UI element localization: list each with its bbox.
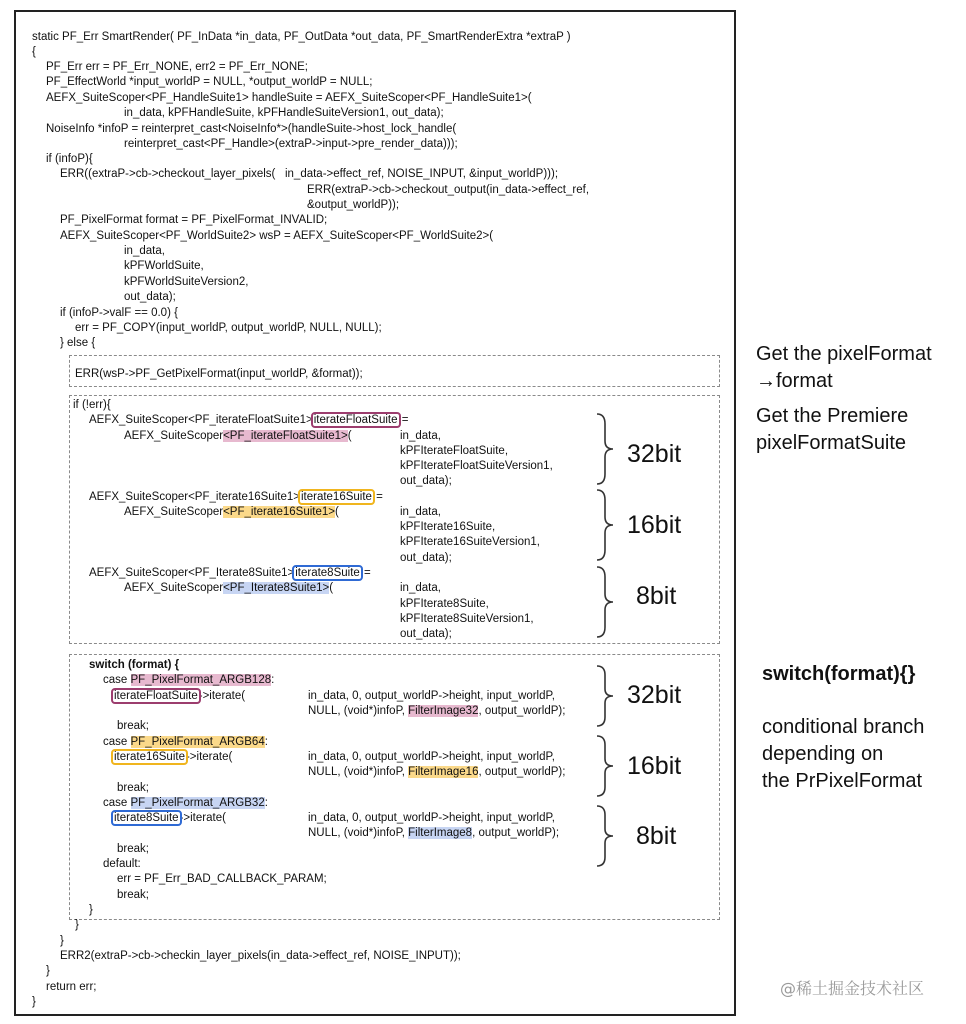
brace-32bit-case bbox=[594, 664, 616, 728]
iterate-float-suite-call: iterateFloatSuite bbox=[114, 690, 198, 702]
code-line bbox=[113, 750, 232, 764]
code-line: break; bbox=[117, 843, 149, 855]
iterate-8-suite-var: iterate8Suite bbox=[295, 567, 360, 579]
code-line: out_data); bbox=[400, 475, 452, 487]
code-line: PF_PixelFormat format = PF_PixelFormat_INVALID; bbox=[60, 214, 328, 226]
code-line: out_data); bbox=[400, 552, 452, 564]
code-line: } bbox=[46, 965, 50, 977]
code-line: AEFX_SuiteScoper<PF_WorldSuite2> wsP = AEFX_SuiteScoper<PF_WorldSuite2>( bbox=[60, 230, 494, 242]
code-text: AEFX_SuiteScoper<PF_Iterate8Suite1> bbox=[89, 567, 295, 579]
code-line: in_data, bbox=[400, 582, 441, 594]
iterate-float-suite-var: iterateFloatSuite bbox=[313, 414, 398, 426]
code-line: in_data, 0, output_worldP->height, input_worldP, bbox=[308, 812, 555, 824]
code-text: ( bbox=[329, 582, 334, 594]
code-text: case bbox=[103, 797, 131, 809]
code-line: } bbox=[75, 919, 79, 931]
code-line: in_data, bbox=[400, 430, 441, 442]
brace-16bit-suite bbox=[594, 488, 616, 562]
note-get-premiere-suite bbox=[756, 403, 908, 457]
code-line bbox=[124, 505, 339, 519]
iterate-16-suite-call: iterate16Suite bbox=[114, 751, 185, 763]
code-line: ERR(extraP->cb->checkout_output(in_data->effect_ref, bbox=[307, 184, 590, 196]
brace-32bit-suite bbox=[594, 412, 616, 486]
filter-image-8: FilterImage8 bbox=[408, 827, 473, 839]
note-line: the PrPixelFormat bbox=[762, 770, 923, 792]
argb32-case: PF_PixelFormat_ARGB32 bbox=[130, 797, 265, 809]
code-line: kPFIterate16Suite, bbox=[400, 521, 496, 533]
label-8bit-case: 8bit bbox=[636, 822, 677, 850]
code-line bbox=[89, 413, 408, 427]
code-line bbox=[113, 689, 245, 703]
note-line: →format bbox=[756, 370, 833, 392]
brace-16bit-case bbox=[594, 734, 616, 798]
watermark: @稀土掘金技术社区 bbox=[780, 979, 925, 998]
note-line: Get the pixelFormat bbox=[756, 343, 932, 365]
code-text: : bbox=[264, 736, 268, 748]
code-line: default: bbox=[103, 858, 141, 870]
code-line: err = PF_Err_BAD_CALLBACK_PARAM; bbox=[117, 873, 327, 885]
sixteen-suite-type: <PF_iterate16Suite1> bbox=[223, 506, 335, 518]
code-line: kPFWorldSuite, bbox=[124, 260, 204, 272]
code-line: PF_Err err = PF_Err_NONE, err2 = PF_Err_NONE; bbox=[46, 61, 309, 73]
code-line: in_data, 0, output_worldP->height, input_worldP, bbox=[308, 751, 555, 763]
code-line: reinterpret_cast<PF_Handle>(extraP->input->pre_render_data))); bbox=[124, 138, 458, 150]
code-text: ( bbox=[347, 430, 352, 442]
code-line: if (infoP->valF == 0.0) { bbox=[60, 307, 178, 319]
code-signature: static PF_Err SmartRender( PF_InData *in_data, PF_OutData *out_data, PF_SmartRenderExtra *extraP ) bbox=[32, 31, 571, 43]
code-line bbox=[308, 765, 565, 779]
code-line bbox=[103, 673, 274, 687]
iterate-8-suite-call: iterate8Suite bbox=[114, 812, 179, 824]
code-text: AEFX_SuiteScoper bbox=[124, 430, 224, 442]
filter-image-16: FilterImage16 bbox=[408, 766, 479, 778]
code-line: in_data, 0, output_worldP->height, input_worldP, bbox=[308, 690, 555, 702]
code-text: AEFX_SuiteScoper bbox=[124, 582, 224, 594]
label-32bit-suite: 32bit bbox=[627, 440, 682, 468]
brace-8bit-suite bbox=[594, 565, 616, 639]
code-line bbox=[103, 796, 268, 810]
code-text: AEFX_SuiteScoper<PF_iterateFloatSuite1> bbox=[89, 414, 313, 426]
code-line: kPFIterate16SuiteVersion1, bbox=[400, 536, 540, 548]
label-8bit-suite: 8bit bbox=[636, 582, 677, 610]
code-line: in_data, kPFHandleSuite, kPFHandleSuiteVersion1, out_data); bbox=[124, 107, 444, 119]
code-line bbox=[89, 566, 371, 580]
argb64-case: PF_PixelFormat_ARGB64 bbox=[130, 736, 265, 748]
note-line: Get the Premiere bbox=[756, 405, 909, 427]
code-line: break; bbox=[117, 720, 149, 732]
code-line: return err; bbox=[46, 981, 97, 993]
code-line: out_data); bbox=[124, 291, 176, 303]
code-text: : bbox=[264, 797, 268, 809]
code-text: = bbox=[360, 567, 371, 579]
code-line: if (infoP){ bbox=[46, 153, 93, 165]
code-line: } else { bbox=[60, 337, 96, 349]
note-line: depending on bbox=[762, 743, 884, 765]
code-text: NULL, (void*)infoP, bbox=[308, 766, 409, 778]
code-text: , output_worldP); bbox=[472, 827, 560, 839]
code-text: ( bbox=[334, 506, 339, 518]
float-suite-type: <PF_iterateFloatSuite1> bbox=[223, 430, 348, 442]
note-line: pixelFormatSuite bbox=[756, 432, 907, 454]
label-16bit-suite: 16bit bbox=[627, 511, 682, 539]
code-line: kPFIterate8SuiteVersion1, bbox=[400, 613, 534, 625]
code-text: : bbox=[271, 674, 275, 686]
code-text: , output_worldP); bbox=[478, 705, 566, 717]
code-line bbox=[308, 826, 559, 840]
code-line: PF_EffectWorld *input_worldP = NULL, *output_worldP = NULL; bbox=[46, 76, 373, 88]
note-line: conditional branch bbox=[762, 716, 925, 738]
code-line: break; bbox=[117, 782, 149, 794]
code-text: AEFX_SuiteScoper bbox=[124, 506, 224, 518]
code-line bbox=[308, 704, 565, 718]
code-line bbox=[124, 581, 333, 595]
code-line: break; bbox=[117, 889, 149, 901]
code-text: case bbox=[103, 736, 131, 748]
filter-image-32: FilterImage32 bbox=[408, 705, 479, 717]
brace-8bit-case bbox=[594, 804, 616, 868]
switch-keyword: switch (format) { bbox=[89, 659, 180, 671]
code-line: ERR(wsP->PF_GetPixelFormat(input_worldP, &format)); bbox=[75, 368, 363, 380]
code-line bbox=[89, 658, 179, 672]
note-conditional-branch bbox=[762, 714, 924, 795]
code-text: case bbox=[103, 674, 131, 686]
code-line: AEFX_SuiteScoper<PF_HandleSuite1> handleSuite = AEFX_SuiteScoper<PF_HandleSuite1>( bbox=[46, 92, 532, 104]
code-line: kPFIterateFloatSuite, bbox=[400, 445, 509, 457]
code-line: ERR2(extraP->cb->checkin_layer_pixels(in_data->effect_ref, NOISE_INPUT)); bbox=[60, 950, 461, 962]
code-line bbox=[103, 735, 268, 749]
code-line: kPFIterateFloatSuiteVersion1, bbox=[400, 460, 553, 472]
note-get-pixel-format bbox=[756, 341, 932, 395]
code-line: } bbox=[32, 996, 36, 1008]
code-text: = bbox=[372, 491, 383, 503]
code-line: out_data); bbox=[400, 628, 452, 640]
code-text: ->iterate( bbox=[179, 812, 226, 824]
label-32bit-case: 32bit bbox=[627, 681, 682, 709]
code-text: , output_worldP); bbox=[478, 766, 566, 778]
note-switch-format: switch(format){} bbox=[762, 663, 916, 685]
code-line: err = PF_COPY(input_worldP, output_worldP, NULL, NULL); bbox=[75, 322, 382, 334]
code-line bbox=[89, 490, 383, 504]
code-line: { bbox=[32, 46, 36, 58]
code-line: ERR((extraP->cb->checkout_layer_pixels( in_data->effect_ref, NOISE_INPUT, &input_worldP))); bbox=[60, 168, 559, 180]
code-line: kPFWorldSuiteVersion2, bbox=[124, 276, 249, 288]
code-line: &output_worldP)); bbox=[307, 199, 400, 211]
code-line: in_data, bbox=[400, 506, 441, 518]
code-text: NULL, (void*)infoP, bbox=[308, 827, 409, 839]
code-line: NoiseInfo *infoP = reinterpret_cast<NoiseInfo*>(handleSuite->host_lock_handle( bbox=[46, 123, 457, 135]
code-text: NULL, (void*)infoP, bbox=[308, 705, 409, 717]
iterate-16-suite-var: iterate16Suite bbox=[300, 491, 372, 503]
code-text: = bbox=[398, 414, 409, 426]
label-16bit-case: 16bit bbox=[627, 752, 682, 780]
code-line: } bbox=[89, 904, 93, 916]
code-line bbox=[124, 429, 352, 443]
code-line bbox=[113, 811, 226, 825]
code-line: in_data, bbox=[124, 245, 165, 257]
code-text: ->iterate( bbox=[198, 690, 246, 702]
argb128-case: PF_PixelFormat_ARGB128 bbox=[130, 674, 272, 686]
code-line: kPFIterate8Suite, bbox=[400, 598, 489, 610]
code-text: AEFX_SuiteScoper<PF_iterate16Suite1> bbox=[89, 491, 300, 503]
eight-suite-type: <PF_Iterate8Suite1> bbox=[223, 582, 330, 594]
code-line: } bbox=[60, 935, 64, 947]
code-line: if (!err){ bbox=[73, 399, 111, 411]
code-text: ->iterate( bbox=[185, 751, 233, 763]
